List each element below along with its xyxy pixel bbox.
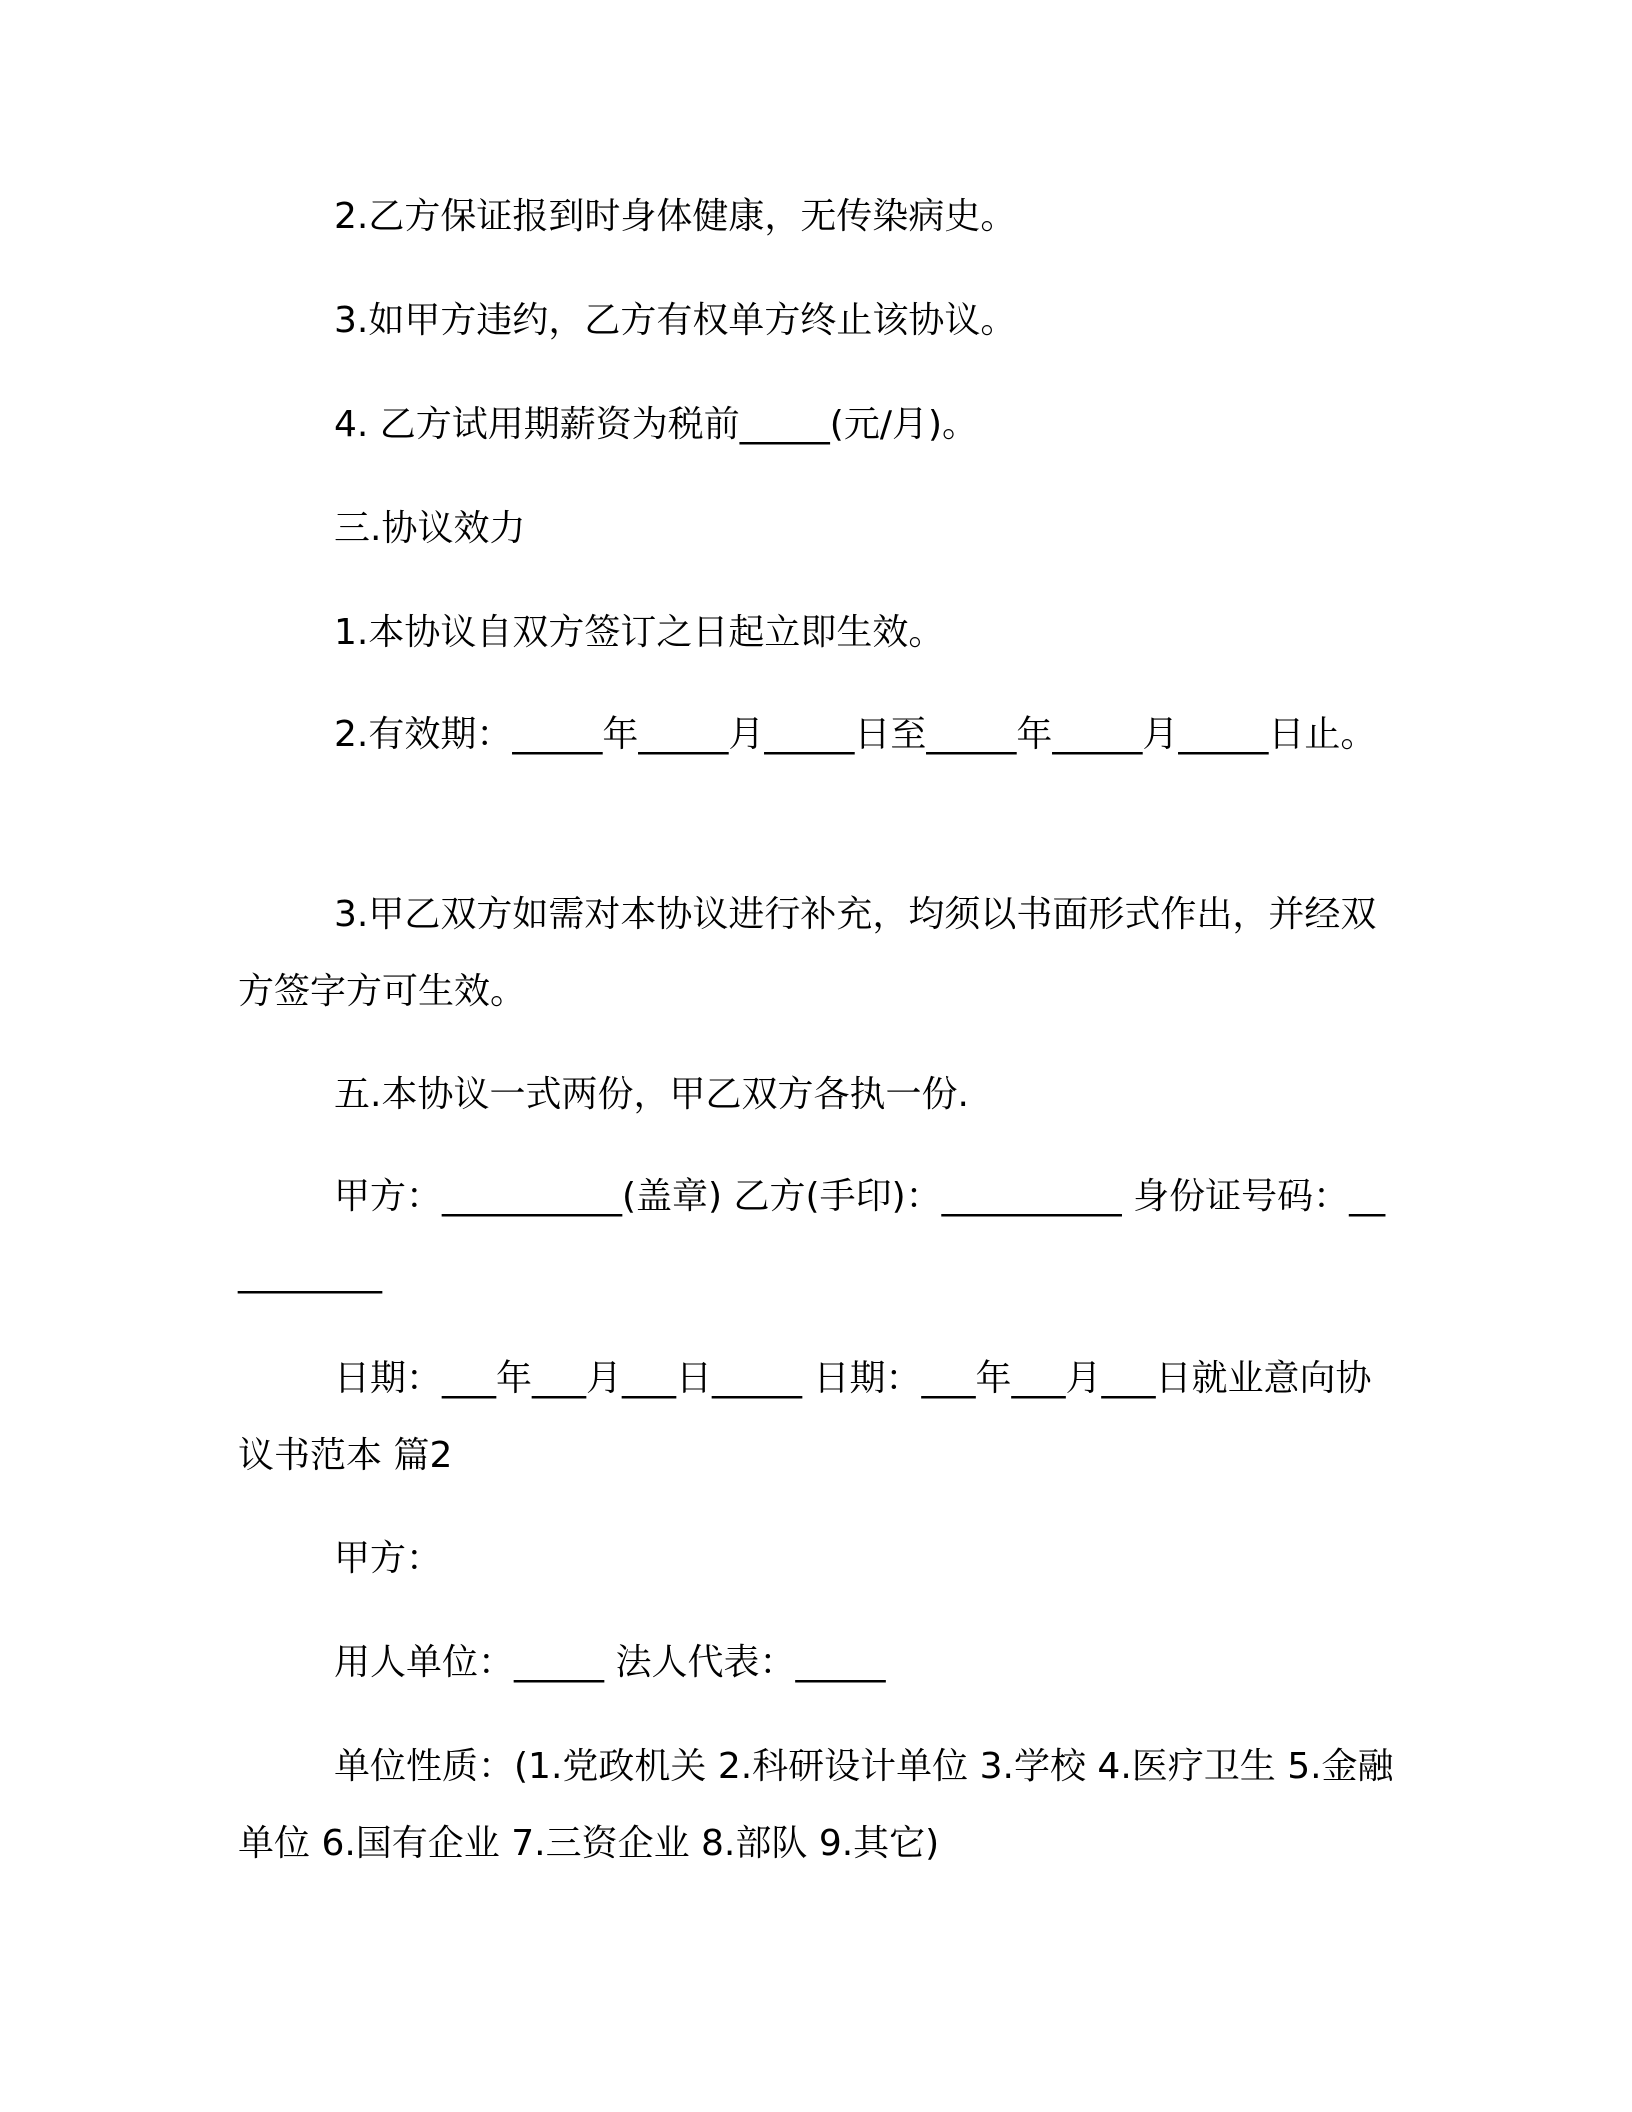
clause-copies: 五.本协议一式两份，甲乙双方各执一份. (334, 1074, 969, 1115)
clause-effective: 1.本协议自双方签订之日起立即生效。 (334, 612, 945, 653)
signature-line: 甲方：__________(盖章) 乙方(手印)：__________ 身份证号码：__________ (238, 1176, 1386, 1294)
unit-nature-line: 单位性质：(1.党政机关 2.科研设计单位 3.学校 4.医疗卫生 5.金融单位 6.国有企业 7.三资企业 8.部队 9.其它) (238, 1746, 1394, 1864)
clause-probation-salary: 4. 乙方试用期薪资为税前_____(元/月)。 (334, 404, 979, 445)
date-line-and-title: 日期：___年___月___日_____ 日期：___年___月___日就业意向协议书范本 篇2 (238, 1358, 1372, 1476)
clause-health: 2.乙方保证报到时身体健康，无传染病史。 (334, 196, 1017, 237)
clause-supplement: 3.甲乙双方如需对本协议进行补充，均须以书面形式作出，并经双方签字方可生效。 (238, 894, 1377, 1012)
employer-line: 用人单位：_____ 法人代表：_____ (334, 1642, 886, 1683)
section-heading-validity: 三.协议效力 (334, 508, 526, 549)
clause-validity-period: 2.有效期：_____年_____月_____日至_____年_____月_____日止。 (334, 714, 1377, 755)
clause-breach: 3.如甲方违约，乙方有权单方终止该协议。 (334, 300, 1017, 341)
party-a-label: 甲方： (334, 1538, 443, 1579)
